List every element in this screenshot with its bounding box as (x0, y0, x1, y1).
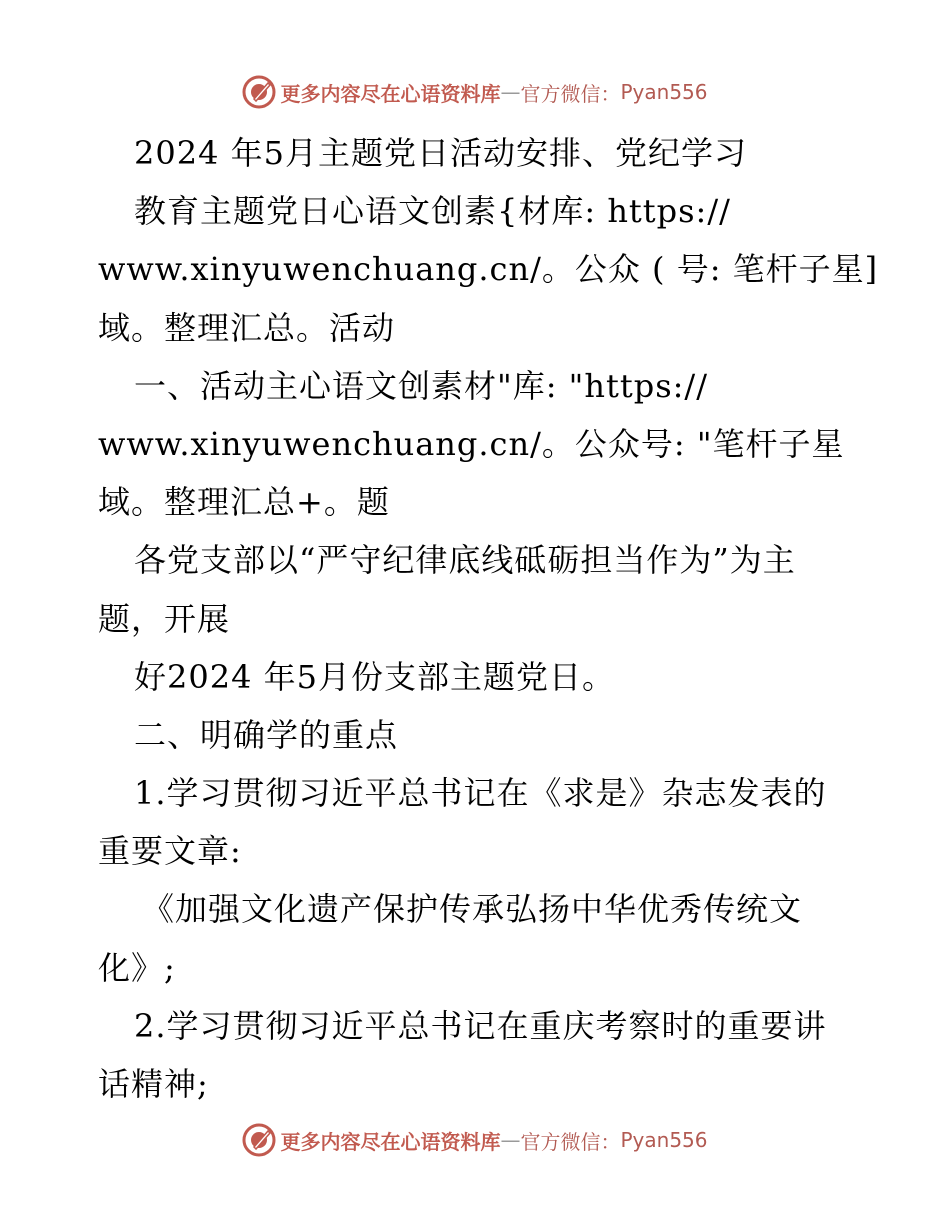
text-line-17: 话精神; (98, 1065, 209, 1103)
text-line-10: 好2024 年5月份支部主题党日。 (134, 657, 615, 696)
text-line-8: 各党支部以“严守纪律底线砥砺担当作为”为主 (134, 541, 796, 580)
watermark-separator: — (500, 80, 521, 104)
footer-watermark (0, 1120, 950, 1160)
section-heading-2: 二、明确学的重点 (134, 715, 399, 754)
list-item-2: 2.学习贯彻习近平总书记在重庆考察时的重要讲 (134, 1006, 827, 1045)
text-line-4: 域。整理汇总。活动 (98, 308, 396, 347)
watermark-handle: Pyan556 (620, 1128, 708, 1152)
watermark-main-text: 更多内容尽在心语资料库 (280, 1129, 501, 1154)
document-body (98, 124, 879, 1113)
text-line-3: www.xinyuwenchuang.cn/。公众 ( 号: 笔杆子星] (98, 250, 879, 289)
watermark-separator: — (500, 1128, 521, 1152)
text-line-7: 域。整理汇总+。题 (98, 483, 390, 522)
text-line-13: 重要文章: (98, 832, 242, 871)
watermark-main-text: 更多内容尽在心语资料库 (280, 81, 501, 106)
watermark-handle: Pyan556 (620, 80, 708, 104)
pen-logo-icon (242, 75, 276, 109)
watermark-label: 官方微信： (520, 1129, 621, 1154)
text-line-6: www.xinyuwenchuang.cn/。公众号: "笔杆子星 (98, 424, 845, 463)
watermark-label: 官方微信： (520, 81, 621, 106)
text-line-title-1: 2024 年5月主题党日活动安排、党纪学习 (134, 134, 747, 172)
list-item-1: 1.学习贯彻习近平总书记在《求是》杂志发表的 (134, 774, 827, 813)
article-title: 《加强文化遗产保护传承弘扬中华优秀传统文 (142, 890, 803, 929)
section-heading-1: 一、活动主心语文创素材"库: "https:// (134, 366, 708, 405)
text-line-9: 题，开展 (98, 599, 231, 638)
text-line-title-2: 教育主题党日心语文创素{材库: https:// (134, 192, 731, 231)
pen-logo-icon (242, 1123, 276, 1157)
header-watermark (0, 72, 950, 112)
text-line-15: 化》; (98, 948, 176, 987)
